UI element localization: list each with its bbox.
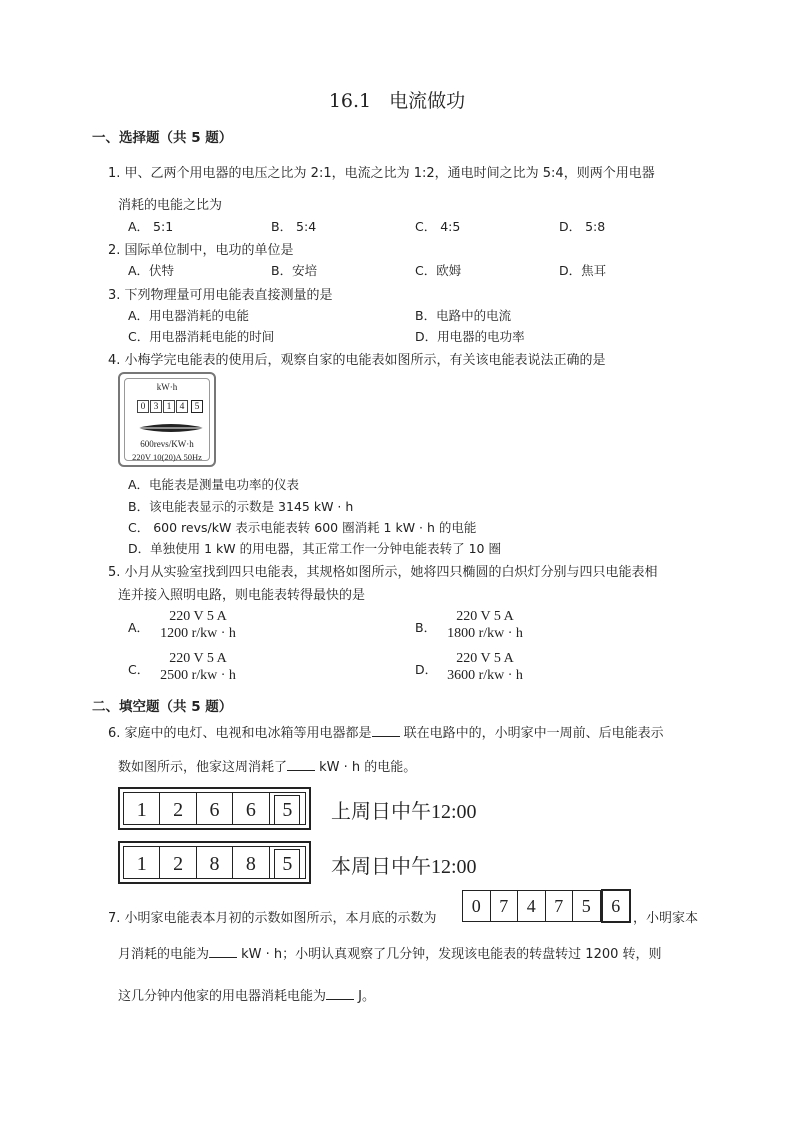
title-text: 电流做功 <box>389 90 466 112</box>
q7-stem-line1b: ，小明家本 <box>633 911 699 926</box>
q6-text: kW · h 的电能。 <box>315 760 417 775</box>
reading-digit: 1 <box>124 793 160 824</box>
q1-option-a: A． 5:1 <box>128 219 174 234</box>
meter-digits <box>137 400 204 413</box>
rating-bottom: 1200 r/kw · h <box>160 626 236 641</box>
q1-stem-line1: 1. 甲、乙两个用电器的电压之比为 2:1，电流之比为 1:2，通电时间之比为 5:4，则两个用电器 <box>108 166 655 181</box>
q6-stem-line1 <box>108 722 664 741</box>
rating-top: 220 V 5 A <box>169 651 227 666</box>
meter-digit-decimal: 5 <box>191 400 203 413</box>
title-number: 16.1 <box>328 90 372 112</box>
q4-option-d: D．单独使用 1 kW 的用电器，其正常工作一分钟电能表转了 10 圈 <box>128 541 501 556</box>
q2-option-d: D．焦耳 <box>559 263 607 278</box>
meter-digit: 0 <box>137 400 149 413</box>
q5-option-b-rating <box>437 608 533 642</box>
q7-stem-line2 <box>118 943 662 962</box>
q6-text: 联在电路中的，小明家中一周前、后电能表示 <box>399 726 664 741</box>
q7-text: 这几分钟内他家的用电器消耗电能为 <box>118 989 327 1004</box>
q4-stem: 4. 小梅学完电能表的使用后，观察自家的电能表如图所示，有关该电能表说法正确的是 <box>108 353 606 368</box>
q3-option-c: C．用电器消耗电能的时间 <box>128 329 275 344</box>
reading-digit: 7 <box>546 891 574 921</box>
q2-option-b: B．安培 <box>271 263 318 278</box>
answer-blank[interactable] <box>372 736 400 737</box>
q7-text: kW · h；小明认真观察了几分钟，发现该电能表的转盘转过 1200 转，则 <box>237 947 662 962</box>
q1-option-c: C． 4:5 <box>415 219 461 234</box>
rating-top: 220 V 5 A <box>169 609 227 624</box>
q5-option-a-rating <box>150 608 246 642</box>
meter-reading-last-week <box>118 787 311 830</box>
reading-digit: 7 <box>491 891 519 921</box>
reading-label-last-week: 上周日中午12:00 <box>331 801 477 823</box>
q6-stem-line2 <box>118 756 416 775</box>
q5-option-a-label: A． <box>128 620 150 635</box>
energy-meter-figure <box>118 372 216 467</box>
rating-bottom: 2500 r/kw · h <box>160 668 236 683</box>
meter-digit: 3 <box>150 400 162 413</box>
answer-blank[interactable] <box>326 999 354 1000</box>
section-heading-fill: 二、填空题（共 5 题） <box>92 699 233 715</box>
page-title <box>0 86 794 113</box>
reading-digit: 8 <box>233 847 269 878</box>
reading-digit: 4 <box>518 891 546 921</box>
q2-option-a: A．伏特 <box>128 263 175 278</box>
meter-revs: 600revs/KW·h <box>140 439 194 449</box>
q4-option-b: B．该电能表显示的示数是 3145 kW · h <box>128 499 354 514</box>
q4-option-c: C． 600 revs/kW 表示电能表转 600 圈消耗 1 kW · h 的电能 <box>128 520 477 535</box>
meter-unit: kW·h <box>156 382 178 392</box>
q4-option-a: A．电能表是测量电功率的仪表 <box>128 477 300 492</box>
q5-option-c-label: C． <box>128 662 150 677</box>
answer-blank[interactable] <box>209 957 237 958</box>
q1-stem-line2: 消耗的电能之比为 <box>118 198 223 213</box>
q7-stem-line3 <box>118 985 375 1004</box>
reading-digit: 0 <box>463 891 491 921</box>
answer-blank[interactable] <box>287 770 315 771</box>
reading-digit-decimal: 5 <box>274 795 300 825</box>
q6-text: 6. 家庭中的电灯、电视和电冰箱等用电器都是 <box>108 726 372 741</box>
meter-rating: 220V 10(20)A 50Hz <box>132 452 202 462</box>
rating-top: 220 V 5 A <box>456 609 514 624</box>
q2-option-c: C．欧姆 <box>415 263 462 278</box>
reading-digit: 8 <box>197 847 233 878</box>
rating-bottom: 1800 r/kw · h <box>447 626 523 641</box>
reading-digit: 5 <box>573 891 601 921</box>
q5-option-c-rating <box>150 650 246 684</box>
q2-stem: 2. 国际单位制中，电功的单位是 <box>108 243 294 258</box>
rating-top: 220 V 5 A <box>456 651 514 666</box>
reading-digit-decimal: 5 <box>274 849 300 879</box>
q7-stem-line1a: 7. 小明家电能表本月初的示数如图所示，本月底的示数为 <box>108 911 437 926</box>
q1-option-b: B． 5:4 <box>271 219 317 234</box>
meter-digit: 1 <box>163 400 175 413</box>
q5-option-d-label: D． <box>415 662 438 677</box>
q3-option-b: B．电路中的电流 <box>415 308 512 323</box>
reading-label-this-week: 本周日中午12:00 <box>331 856 477 878</box>
meter-disc-icon <box>135 421 207 435</box>
q5-option-b-label: B． <box>415 620 437 635</box>
q3-stem: 3. 下列物理量可用电能表直接测量的是 <box>108 288 333 303</box>
reading-digit-decimal: 6 <box>601 889 632 923</box>
q1-option-d: D． 5:8 <box>559 219 606 234</box>
q5-stem-line2: 连并接入照明电路，则电能表转得最快的是 <box>118 588 366 603</box>
q6-text: 数如图所示，他家这周消耗了 <box>118 760 288 775</box>
section-heading-choice: 一、选择题（共 5 题） <box>92 130 233 146</box>
q7-text: J。 <box>354 989 375 1004</box>
reading-digit: 2 <box>160 793 196 824</box>
meter-reading-this-week <box>118 841 311 884</box>
reading-digit: 6 <box>197 793 233 824</box>
reading-digit: 2 <box>160 847 196 878</box>
reading-digit: 6 <box>233 793 269 824</box>
q5-option-d-rating <box>437 650 533 684</box>
q7-text: 月消耗的电能为 <box>118 947 210 962</box>
rating-bottom: 3600 r/kw · h <box>447 668 523 683</box>
q3-option-d: D．用电器的电功率 <box>415 329 525 344</box>
meter-reading-month-end <box>462 890 630 922</box>
q5-stem-line1: 5. 小月从实验室找到四只电能表，其规格如图所示，她将四只椭圆的白炽灯分别与四只电能表相 <box>108 565 658 580</box>
q3-option-a: A．用电器消耗的电能 <box>128 308 250 323</box>
reading-digit: 1 <box>124 847 160 878</box>
meter-digit: 4 <box>176 400 188 413</box>
